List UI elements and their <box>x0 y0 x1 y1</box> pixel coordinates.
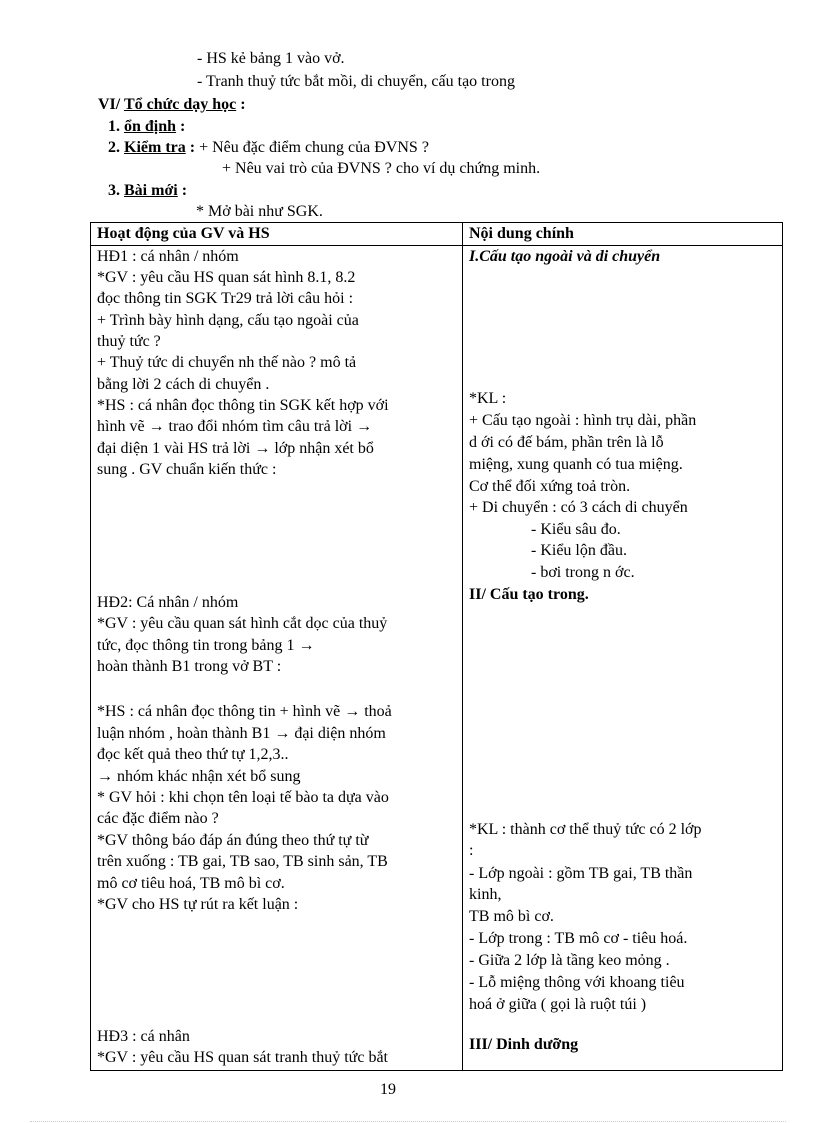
activity-line: luận nhóm , hoàn thành B1 → đại diện nhóm <box>97 725 386 742</box>
page-number: 19 <box>380 1081 396 1098</box>
content-line: : <box>469 842 474 859</box>
activity-line: *GV cho HS tự rút ra kết luận : <box>97 896 299 913</box>
activity-line: *GV : yêu cầu quan sát hình cắt dọc của thuỷ <box>97 615 388 632</box>
activity-line: HĐ1 : cá nhân / nhóm <box>97 248 239 265</box>
activity-line: bằng lời 2 cách di chuyển . <box>97 376 270 393</box>
content-line: + Di chuyển : có 3 cách di chuyển <box>469 499 688 516</box>
content-line: - Lớp trong : TB mô cơ - tiêu hoá. <box>469 930 688 947</box>
page-bottom-divider <box>30 1121 786 1122</box>
activity-line: HĐ3 : cá nhân <box>97 1028 190 1045</box>
content-line: d ới có đế bám, phần trên là lỗ <box>469 434 664 451</box>
header-content: Nội dung chính <box>463 223 783 246</box>
content-line: *KL : <box>469 390 507 407</box>
activity-line: đọc kết quả theo thứ tự 1,2,3.. <box>97 746 289 763</box>
lesson-intro: * Mở bài như SGK. <box>196 203 323 220</box>
content-line: + Cấu tạo ngoài : hình trụ dài, phần <box>469 412 697 429</box>
content-heading-2: II/ Cấu tạo trong. <box>469 586 589 603</box>
section-vi-heading: VI/ Tổ chức dạy học : <box>98 96 246 113</box>
activity-line: *HS : cá nhân đọc thông tin + hình vẽ → thoả <box>97 703 392 720</box>
content-line: TB mô bì cơ. <box>469 908 554 925</box>
activity-line: *GV thông báo đáp án đúng theo thứ tự từ <box>97 832 369 849</box>
activity-line: thuỷ tức ? <box>97 333 161 350</box>
content-line: *KL : thành cơ thể thuỷ tức có 2 lớp <box>469 821 702 838</box>
activity-line: *HS : cá nhân đọc thông tin SGK kết hợp với <box>97 397 389 414</box>
activity-line: HĐ2: Cá nhân / nhóm <box>97 594 239 611</box>
header-activities: Hoạt động của GV và HS <box>91 223 463 246</box>
activities-cell <box>91 246 463 1071</box>
step-1: 1. ổn định : <box>108 118 186 135</box>
activity-line: đọc thông tin SGK Tr29 trả lời câu hỏi : <box>97 290 354 307</box>
content-line: - Kiểu lộn đầu. <box>531 542 627 559</box>
content-line: - Giữa 2 lớp là tầng keo mỏng . <box>469 952 670 969</box>
content-line: - bơi trong n ớc. <box>531 564 635 581</box>
intro-line-1: - HS kẻ bảng 1 vào vở. <box>197 50 345 67</box>
activity-line: mô cơ tiêu hoá, TB mô bì cơ. <box>97 875 285 892</box>
activity-line: + Thuỷ tức di chuyển nh thế nào ? mô tả <box>97 354 357 371</box>
content-line: Cơ thể đối xứng toả tròn. <box>469 478 631 495</box>
activity-line: trên xuống : TB gai, TB sao, TB sinh sản, TB <box>97 853 388 870</box>
activity-line: sung . GV chuẩn kiến thức : <box>97 461 277 478</box>
content-heading-3: III/ Dinh dưỡng <box>469 1036 579 1053</box>
content-line: hoá ở giữa ( gọi là ruột túi ) <box>469 996 647 1013</box>
content-heading-1: I.Cấu tạo ngoài và di chuyển <box>469 248 661 265</box>
content-line: miệng, xung quanh có tua miệng. <box>469 456 683 473</box>
activity-line: *GV : yêu cầu HS quan sát hình 8.1, 8.2 <box>97 269 356 286</box>
step-3: 3. Bài mới : <box>108 182 188 199</box>
content-cell <box>463 246 783 1071</box>
activity-line: *GV : yêu cầu HS quan sát tranh thuỷ tức bắt <box>97 1049 388 1066</box>
content-line: - Kiểu sâu đo. <box>531 521 621 538</box>
activity-line: * GV hỏi : khi chọn tên loại tế bào ta dựa vào <box>97 789 389 806</box>
lesson-table <box>90 222 783 1071</box>
step-2: 2. Kiểm tra : + Nêu đặc điểm chung của ĐVNS ? <box>108 139 429 156</box>
check-line-2: + Nêu vai trò của ĐVNS ? cho ví dụ chứng minh. <box>222 160 541 177</box>
activity-line: đại diện 1 vài HS trả lời → lớp nhận xét bổ <box>97 440 374 457</box>
content-line: - Lớp ngoài : gồm TB gai, TB thần <box>469 865 693 882</box>
activity-line: + Trình bày hình dạng, cấu tạo ngoài của <box>97 312 359 329</box>
content-line: kinh, <box>469 886 502 903</box>
intro-line-2: - Tranh thuỷ tức bắt mồi, di chuyển, cấu tạo trong <box>197 73 515 90</box>
content-line: - Lỗ miệng thông với khoang tiêu <box>469 974 685 991</box>
activity-line: các đặc điểm nào ? <box>97 810 219 827</box>
activity-line: → nhóm khác nhận xét bổ sung <box>97 768 301 785</box>
activity-line: hình vẽ → trao đổi nhóm tìm câu trả lời → <box>97 418 373 435</box>
activity-line: tức, đọc thông tin trong bảng 1 → <box>97 637 315 654</box>
activity-line: hoàn thành B1 trong vở BT : <box>97 658 282 675</box>
